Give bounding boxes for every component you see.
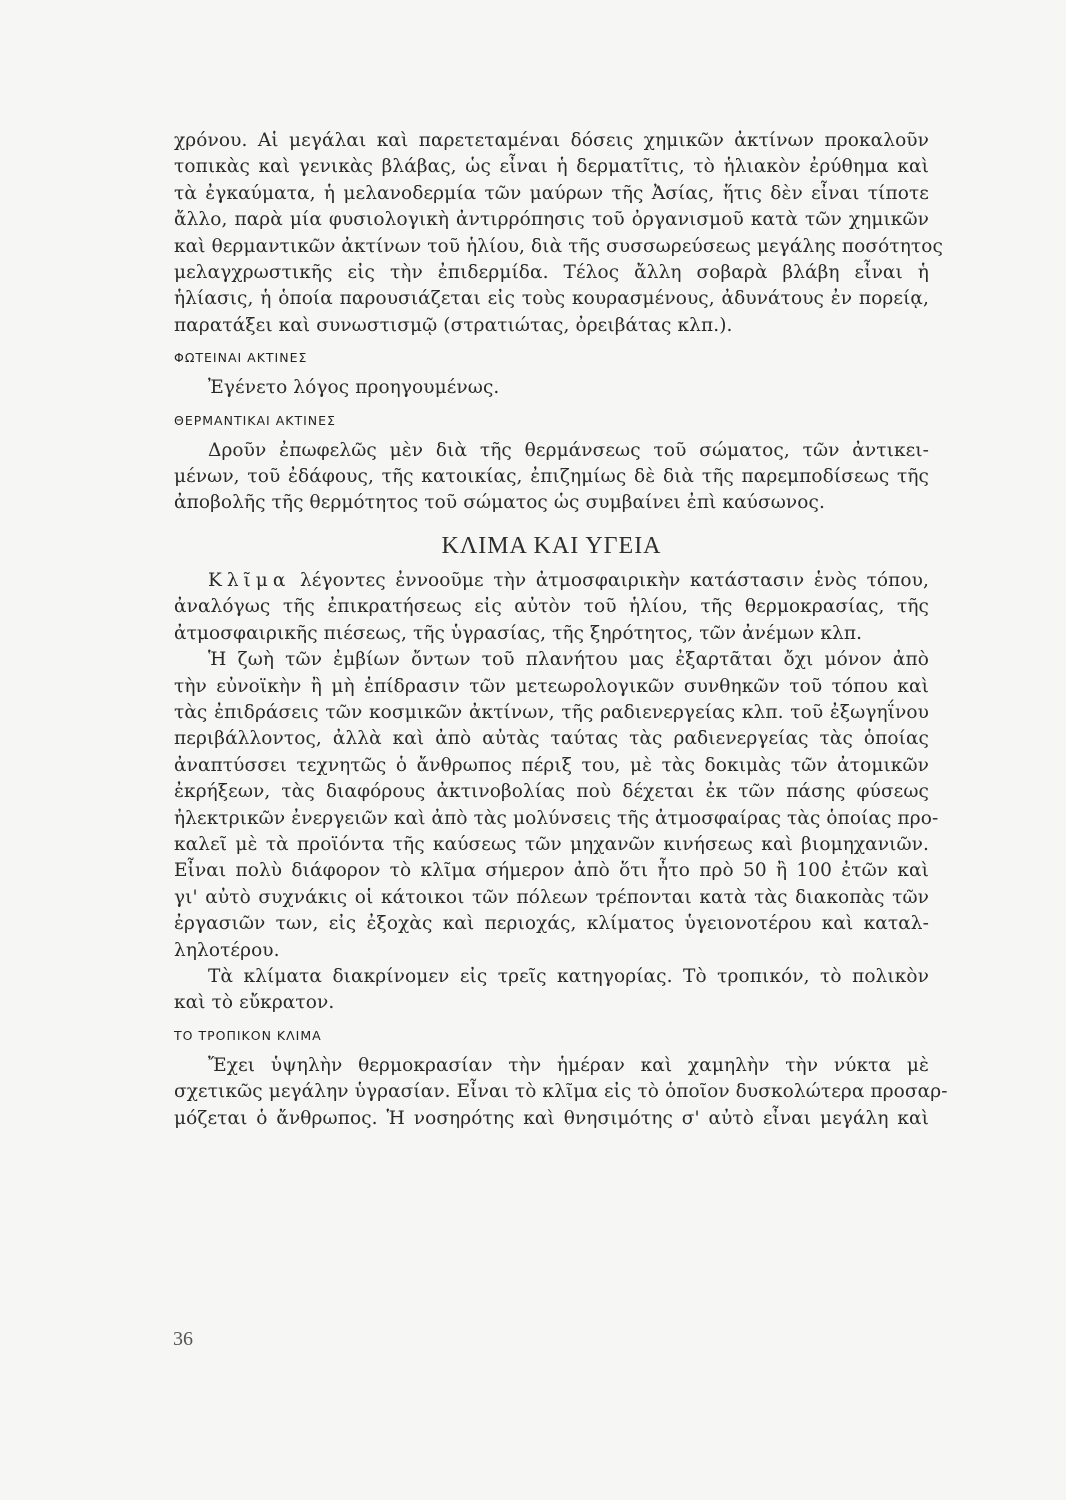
- paragraph-tropical-climate: [174, 1053, 948, 1132]
- paragraph-climate-definition: [174, 568, 929, 647]
- page-number: 36: [173, 1328, 193, 1350]
- text-line: γι' αὐτὸ συχνάκις οἱ κάτοικοι τῶν πόλεων τρέπονται κατὰ τὰς διακοπὰς τῶν: [174, 886, 929, 908]
- text-line: μόζεται ὁ ἄνθρωπος. Ἡ νοσηρότης καὶ θνησιμότης σ' αὐτὸ εἶναι μεγάλη καὶ: [174, 1107, 929, 1129]
- text-line: μένων, τοῦ ἐδάφους, τῆς κατοικίας, ἐπιζημίως δὲ διὰ τῆς παρεμποδίσεως τῆς: [174, 466, 929, 488]
- text-line: καὶ θερμαντικῶν ἀκτίνων τοῦ ἡλίου, διὰ τῆς συσσωρεύσεως μεγάλης ποσότητος: [174, 235, 943, 257]
- text-line: καλεῖ μὲ τὰ προϊόντα τῆς καύσεως τῶν μηχανῶν κινήσεως καὶ βιομηχανιῶν.: [174, 833, 929, 855]
- text-line: Εἶναι πολὺ διάφορον τὸ κλῖμα σήμερον ἀπὸ ὅτι ἦτο πρὸ 50 ἢ 100 ἐτῶν καὶ: [174, 860, 929, 882]
- paragraph-chemical-rays: [174, 128, 943, 339]
- text-line: ἐργασιῶν των, εἰς ἐξοχὰς καὶ περιοχάς, κλίματος ὑγειονοτέρου καὶ καταλ-: [174, 913, 929, 935]
- text-line: τὰ ἐγκαύματα, ἡ μελανοδερμία τῶν μαύρων τῆς Ἀσίας, ἥτις δὲν εἶναι τίποτε: [174, 182, 929, 204]
- text-line: ἀτμοσφαιρικῆς πιέσεως, τῆς ὑγρασίας, τῆς ξηρότητος, τῶν ἀνέμων κλπ.: [174, 622, 863, 644]
- text-line: ληλοτέρου.: [174, 939, 280, 961]
- paragraph-climate-categories: [174, 964, 929, 1017]
- text-line: περιβάλλοντος, ἀλλὰ καὶ ἀπὸ αὐτὰς ταύτας τὰς ραδιενεργείας τὰς ὁποίας: [174, 728, 929, 750]
- paragraph-life-dependency: [174, 647, 939, 964]
- section-heading-heat-rays: ΘΕΡΜΑΝΤΙΚΑΙ ΑΚΤΙΝΕΣ: [174, 412, 336, 428]
- text-line: τοπικὰς καὶ γενικὰς βλάβας, ὡς εἶναι ἡ δερματῖτις, τὸ ἡλιακὸν ἐρύθημα καὶ: [174, 156, 929, 178]
- text-line: μελαγχρωστικῆς εἰς τὴν ἐπιδερμίδα. Τέλος ἄλλη σοβαρὰ βλάβη εἶναι ἡ: [174, 262, 929, 284]
- text-line: Ἐγένετο λόγος προηγουμένως.: [208, 377, 500, 399]
- text-line: ἀποβολῆς τῆς θερμότητος τοῦ σώματος ὡς συμβαίνει ἐπὶ καύσωνος.: [174, 492, 825, 514]
- text-line: ἄλλο, παρὰ μία φυσιολογικὴ ἀντιρρόπησις τοῦ ὀργανισμοῦ κατὰ τῶν χημικῶν: [174, 209, 929, 231]
- text-line-rest: λέγοντες ἐννοοῦμε τὴν ἀτμοσφαιρικὴν κατάστασιν ἑνὸς τόπου,: [299, 569, 929, 591]
- text-line: Ἔχει ὑψηλὴν θερμοκρασίαν τὴν ἡμέραν καὶ χαμηλὴν τὴν νύκτα μὲ: [208, 1054, 929, 1076]
- text-line: ἀναπτύσσει τεχνητῶς ὁ ἄνθρωπος πέριξ του, μὲ τὰς δοκιμὰς τῶν ἀτομικῶν: [174, 754, 929, 776]
- term-climate: Κλῖμα: [208, 569, 291, 591]
- section-heading-light-rays: ΦΩΤΕΙΝΑΙ ΑΚΤΙΝΕΣ: [174, 350, 308, 366]
- text-line: καὶ τὸ εὔκρατον.: [174, 992, 335, 1014]
- text-line: ἀναλόγως τῆς ἐπικρατήσεως εἰς αὐτὸν τοῦ ἡλίου, τῆς θερμοκρασίας, τῆς: [174, 596, 929, 618]
- paragraph-heat-rays: [174, 438, 929, 517]
- text-line: ἐκρήξεων, τὰς διαφόρους ἀκτινοβολίας ποὺ δέχεται ἐκ τῶν πάσης φύσεως: [174, 781, 929, 803]
- chapter-title: ΚΛΙΜΑ ΚΑΙ ΥΓΕΙΑ: [441, 532, 662, 559]
- section-heading-tropical-climate: ΤΟ ΤΡΟΠΙΚΟΝ ΚΛΙΜΑ: [174, 1027, 322, 1043]
- text-line: Δροῦν ἐπωφελῶς μὲν διὰ τῆς θερμάνσεως τοῦ σώματος, τῶν ἀντικει-: [208, 439, 929, 461]
- text-line: ἠλεκτρικῶν ἐνεργειῶν καὶ ἀπὸ τὰς μολύνσεις τῆς ἀτμοσφαίρας τὰς ὁποίας προ-: [174, 807, 939, 829]
- text-line: παρατάξει καὶ συνωστισμῷ (στρατιώτας, ὀρειβάτας κλπ.).: [174, 314, 733, 336]
- text-line: τὰς ἐπιδράσεις τῶν κοσμικῶν ἀκτίνων, τῆς ραδιενεργείας κλπ. τοῦ ἐξωγηΐνου: [174, 701, 929, 723]
- text-line: ἡλίασις, ἡ ὁποία παρουσιάζεται εἰς τοὺς κουρασμένους, ἀδυνάτους ἐν πορείᾳ,: [174, 288, 929, 310]
- text-line: σχετικῶς μεγάλην ὑγρασίαν. Εἶναι τὸ κλῖμα εἰς τὸ ὁποῖον δυσκολώτερα προσαρ-: [174, 1081, 948, 1103]
- text-line: [174, 568, 929, 594]
- page-body: [174, 128, 948, 1132]
- text-line: Τὰ κλίματα διακρίνομεν εἰς τρεῖς κατηγορίας. Τὸ τροπικόν, τὸ πολικὸν: [208, 965, 929, 987]
- text-line: τὴν εὐνοϊκὴν ἢ μὴ ἐπίδρασιν τῶν μετεωρολογικῶν συνθηκῶν τοῦ τόπου καὶ: [174, 675, 929, 697]
- text-line: Ἡ ζωὴ τῶν ἐμβίων ὄντων τοῦ πλανήτου μας ἐξαρτᾶται ὄχι μόνον ἀπὸ: [208, 649, 929, 671]
- text-line: χρόνου. Αἱ μεγάλαι καὶ παρετεταμέναι δόσεις χημικῶν ἀκτίνων προκαλοῦν: [174, 130, 929, 151]
